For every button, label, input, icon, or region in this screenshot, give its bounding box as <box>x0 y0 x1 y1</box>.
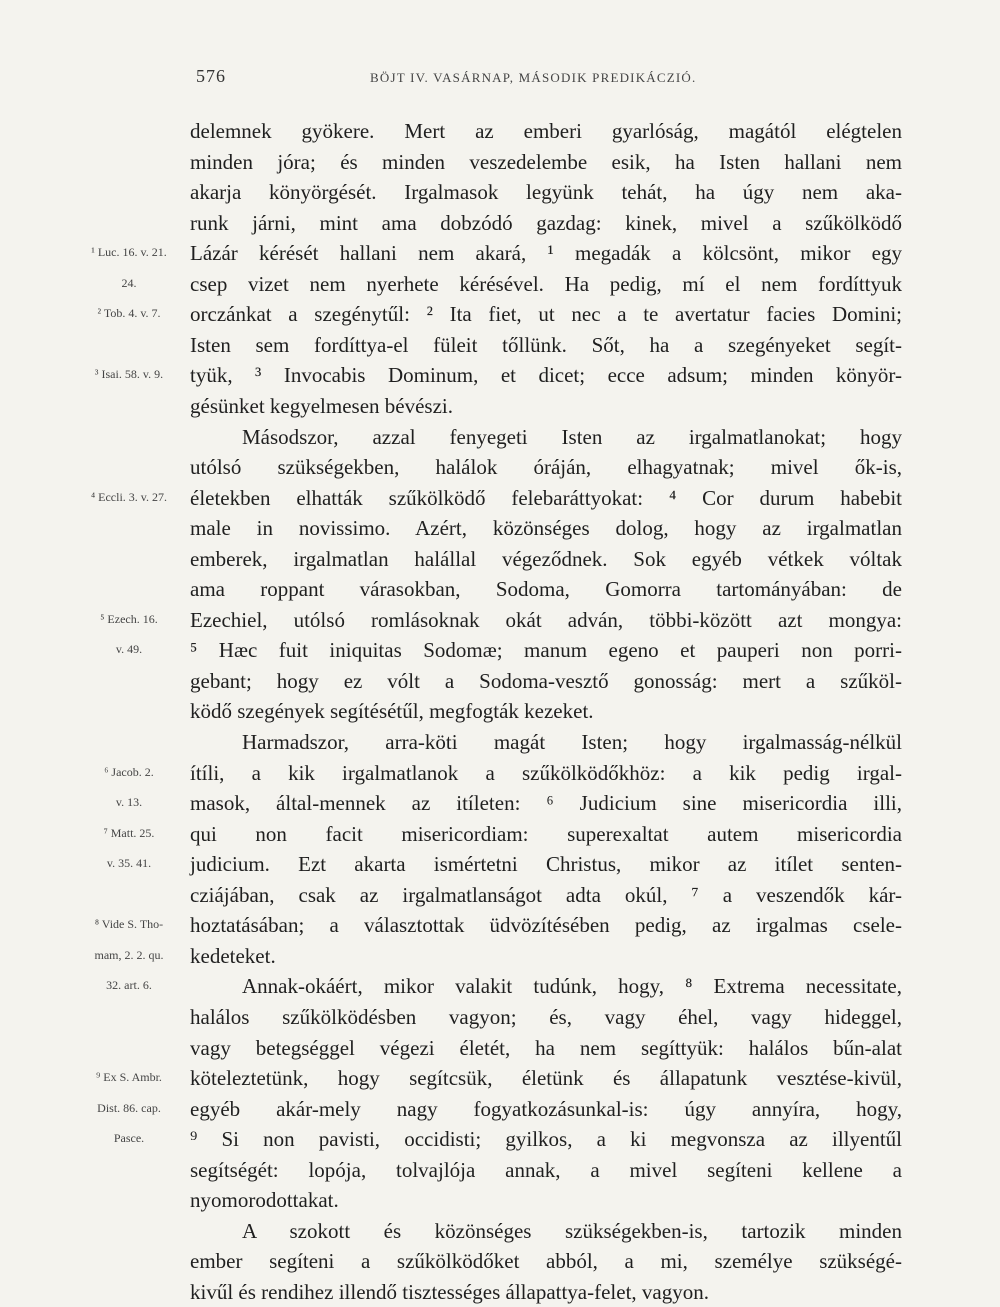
text-line: hoztatásában; a választottak üdvözítésében pedig, az irgalmas csele- <box>190 913 902 938</box>
text-line: vagy betegséggel végezi életét, ha nem segíttyük: halálos bűn-alat <box>190 1035 902 1060</box>
text-line: minden jóra; és minden veszedelembe esik, ha Isten hallani nem <box>190 149 902 174</box>
text-line: egyéb akár-mely nagy fogyatkozásunkal-is: úgy annyíra, hogy, <box>190 1096 902 1121</box>
text-line: segítségét: lopója, tolvajlója annak, a mivel segíteni kellene a <box>190 1157 902 1182</box>
margin-note: Pasce. <box>113 1131 145 1146</box>
margin-note: v. 13. <box>115 795 143 810</box>
text-line: male in novissimo. Azért, közönséges dolog, hogy az irgalmatlan <box>190 516 902 541</box>
text-line: masok, által-mennek az itíleten: ⁶ Judicium sine misericordia illi, <box>190 791 902 816</box>
text-line: delemnek gyökere. Mert az emberi gyarlóság, magától elégtelen <box>190 119 902 143</box>
text-line: gebant; hogy ez vólt a Sodoma-vesztő gonosság: mert a szűköl- <box>190 668 902 693</box>
text-line: halálos szűkölködésben vagyon; és, vagy éhel, vagy hideggel, <box>190 1004 902 1029</box>
page-number: 576 <box>196 66 226 86</box>
text-line: ködő szegények segítésétűl, megfogták kezeket. <box>190 699 594 724</box>
text-line: ember segíteni a szűkölködőket abból, a mi, személye szükségé- <box>190 1249 902 1274</box>
margin-note: Dist. 86. cap. <box>97 1100 161 1115</box>
margin-note: v. 35. 41. <box>106 856 152 871</box>
text-line: nyomorodottakat. <box>190 1188 339 1213</box>
text-line: A szokott és közönséges szükségekben-is, tartozik minden <box>242 1218 902 1243</box>
text-line: kedeteket. <box>190 943 276 968</box>
text-line: Annak-okáért, mikor valakit tudúnk, hogy, ⁸ Extrema necessitate, <box>242 974 902 999</box>
margin-note: ⁵ Ezech. 16. <box>100 611 158 626</box>
margin-note: ⁹ Ex S. Ambr. <box>96 1070 162 1085</box>
text-line: runk járni, mint ama dobzódó gazdag: kinek, mivel a szűkölködő <box>190 210 902 235</box>
margin-note: ⁴ Eccli. 3. v. 27. <box>90 489 168 504</box>
text-line: Másodszor, azzal fenyegeti Isten az irgalmatlanokat; hogy <box>242 424 902 449</box>
text-line: tyük, ³ Invocabis Dominum, et dicet; ecce adsum; minden könyör- <box>190 363 902 388</box>
margin-note: ⁸ Vide S. Tho- <box>94 917 164 932</box>
text-line: cziájában, csak az irgalmatlanságot adta okúl, ⁷ a veszendők kár- <box>190 882 902 907</box>
text-line: ⁵ Hæc fuit iniquitas Sodomæ; manum egeno et pauperi non porri- <box>190 638 902 663</box>
margin-note: ⁷ Matt. 25. <box>103 825 155 840</box>
margin-note: ³ Isai. 58. v. 9. <box>94 367 164 382</box>
text-line: gésünket kegyelmesen bévészi. <box>190 393 453 418</box>
text-line: qui non facit misericordiam: superexaltat autem misericordia <box>190 821 902 846</box>
text-line: Ezechiel, utólsó romlásoknak okát adván, többi-között azt mongya: <box>190 607 902 632</box>
text-line: utólsó szükségekben, halálok óráján, elhagyatnak; mivel ők-is, <box>190 455 902 480</box>
text-line: Harmadszor, arra-köti magát Isten; hogy irgalmasság-nélkül <box>242 730 902 754</box>
text-line: Isten sem fordíttya-el füleit tőllünk. Sőt, ha a szegényeket segít- <box>190 332 902 357</box>
text-line: életekben elhatták szűkölködő felebaráttyokat: ⁴ Cor durum habebit <box>190 485 902 510</box>
text-line: emberek, irgalmatlan halállal végeződnek. Sok egyéb vétkek vóltak <box>190 546 902 571</box>
text-line: ítíli, a kik irgalmatlanok a szűkölködőkhöz: a kik pedig irgal- <box>190 760 902 785</box>
margin-note: mam, 2. 2. qu. <box>94 947 164 962</box>
text-line: köteleztetünk, hogy segítcsük, életünk és állapatunk vesztése-kivül, <box>190 1066 902 1091</box>
margin-note: v. 49. <box>115 642 143 657</box>
margin-note: 24. <box>121 275 137 290</box>
running-title: BÖJT IV. VASÁRNAP, MÁSODIK PREDIKÁCZIÓ. <box>370 70 697 85</box>
text-line: akarja könyörgését. Irgalmasok legyünk tehát, ha úgy nem aka- <box>190 180 902 205</box>
text-line: kivűl és rendihez illendő tisztességes állapattya-felet, vagyon. <box>190 1279 709 1304</box>
text-line: Lázár kérését hallani nem akará, ¹ megadák a kölcsönt, mikor egy <box>190 241 902 266</box>
margin-note: 32. art. 6. <box>106 978 152 993</box>
margin-note: ¹ Luc. 16. v. 21. <box>91 245 167 260</box>
text-line: ama roppant várasokban, Sodoma, Gomorra tartományában: de <box>190 577 902 602</box>
text-line: csep vizet nem nyerhete kérésével. Ha pedig, mí el nem fordíttyuk <box>190 271 902 296</box>
text-line: ⁹ Si non pavisti, occidisti; gyilkos, a ki megvonsza az illyentűl <box>190 1127 902 1152</box>
page-header <box>0 66 1000 96</box>
margin-note: ⁶ Jacob. 2. <box>104 764 154 779</box>
margin-note: ² Tob. 4. v. 7. <box>97 306 161 321</box>
text-line: orczánkat a szegénytűl: ² Ita fiet, ut nec a te avertatur facies Domini; <box>190 302 902 327</box>
text-line: judicium. Ezt akarta ismértetni Christus, mikor az itílet senten- <box>190 852 902 877</box>
